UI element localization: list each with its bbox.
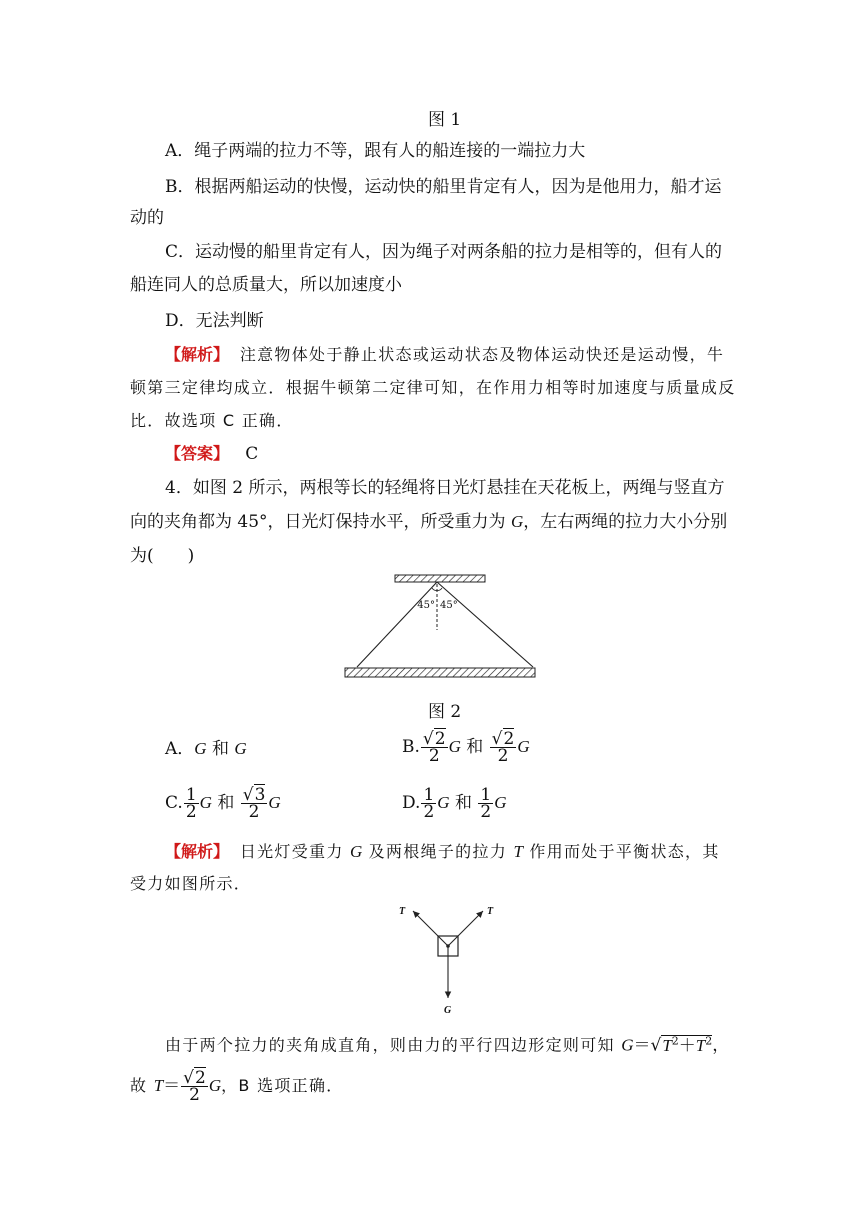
q4-stem-line-2 (130, 511, 727, 533)
var-g: G (621, 1035, 634, 1055)
force-arrow-right (448, 911, 483, 946)
q3-analysis-line-3 (130, 410, 294, 432)
q4-analysis-text-1b: 及两根绳子的拉力 (362, 842, 514, 861)
figure-1-caption: 图 1 (428, 110, 462, 130)
fraction: $\frac{√3}{2}$ (242, 785, 266, 822)
q3-analysis-text-1: 注意物体处于静止状态或运动状态及物体运动快还是运动慢，牛 (239, 345, 725, 364)
q4-option-b (402, 731, 530, 764)
numerator: 1 (480, 785, 492, 805)
q3-option-b: B．根据两船运动的快慢，运动快的船里肯定有人，因为是他用力，船才运 (165, 177, 722, 197)
q4-stem-text-2b: ，左右两绳的拉力大小分别 (523, 512, 728, 532)
q4-analysis-text-3a: 由于两个拉力的夹角成直角，则由力的平行四边形定则可知 (165, 1035, 622, 1055)
fraction: $\frac{√2}{2}$ (422, 729, 446, 766)
force-label-g: G (444, 1005, 452, 1016)
and-word: 和 (217, 793, 235, 813)
answer-tag: 【答案】 (165, 444, 230, 463)
q4-option-c (165, 787, 281, 820)
q3-option-c-cont: 船连同人的总质量大，所以加速度小 (130, 275, 402, 295)
option-letter-c: C. (165, 793, 183, 813)
fraction: $\frac{√2}{2}$ (183, 1068, 206, 1105)
radicand: 3 (254, 785, 266, 805)
denominator: 2 (490, 747, 517, 764)
option-letter-d: D. (402, 793, 421, 813)
q3-analysis-line-2 (130, 377, 736, 399)
q3-analysis-text-2: 顿第三定律均成立．根据牛顿第二定律可知，在作用力相等时加速度与质量成反 (130, 378, 736, 397)
option-letter-a: A． (165, 739, 195, 759)
q3-analysis-text-3: 比．故选项 C 正确． (130, 411, 294, 430)
denominator: 2 (241, 803, 268, 820)
q4-option-a (165, 738, 247, 760)
radicand: 2 (434, 729, 446, 749)
q4-analysis-line-3: 由于两个拉力的夹角成直角，则由力的平行四边形定则可知 $G=√T^2+T^2$， (165, 1034, 730, 1056)
fraction: $\frac{√2}{2}$ (491, 729, 515, 766)
force-arrow-left (413, 911, 448, 946)
radicand: 2 (195, 1068, 206, 1088)
var-g: G (437, 793, 450, 812)
q4-analysis-text-4a: 故 (130, 1076, 154, 1095)
q4-analysis-text-4b: ，B 选项正确． (221, 1076, 344, 1095)
exponent: 2 (705, 1034, 713, 1047)
angle-label-right: 45° (440, 600, 458, 611)
var-g: G (194, 739, 207, 758)
var-g: G (510, 512, 524, 531)
q3-answer: C (245, 444, 259, 464)
q3-option-d: D．无法判断 (165, 311, 264, 331)
q4-analysis-text-1a: 日光灯受重力 (239, 842, 351, 861)
lamp-tube (345, 668, 535, 677)
exponent: 2 (671, 1034, 679, 1047)
var-t: T (513, 842, 523, 861)
plus-sign: ＋ (678, 1035, 696, 1056)
var-g: G (208, 1076, 222, 1095)
fraction (184, 787, 199, 820)
var-g: G (199, 793, 212, 812)
equals-sign: ＝ (633, 1035, 651, 1056)
var-t: T (662, 1035, 672, 1055)
figure-2-lamp-diagram (340, 570, 540, 685)
force-label-t-left: T (399, 906, 406, 917)
q4-analysis-line-2 (130, 873, 251, 895)
q4-analysis-line-4 (130, 1070, 344, 1103)
figure-2-caption: 图 2 (428, 702, 462, 722)
denominator: 2 (181, 1086, 208, 1103)
denominator: 2 (423, 802, 435, 822)
var-g: G (448, 737, 461, 756)
q3-option-c: C．运动慢的船里肯定有人，因为绳子对两条船的拉力是相等的，但有人的 (165, 242, 723, 262)
var-t: T (153, 1076, 164, 1095)
option-letter-b: B. (402, 737, 420, 757)
force-diagram (395, 898, 505, 1018)
force-label-t-right: T (487, 906, 494, 917)
var-g: G (494, 793, 507, 812)
and-word: 和 (466, 737, 484, 757)
rope-left (357, 582, 437, 667)
q3-option-b-cont: 动的 (130, 208, 164, 228)
analysis-tag: 【解析】 (165, 345, 230, 364)
q4-analysis-text-1c: 作用而处于平衡状态，其 (522, 842, 720, 861)
q3-answer-line (165, 443, 258, 465)
fraction (478, 787, 493, 820)
q4-option-d (402, 787, 506, 820)
analysis-tag: 【解析】 (165, 842, 230, 861)
q4-analysis-text-2: 受力如图所示． (130, 874, 252, 893)
numerator: 1 (423, 785, 435, 805)
q4-analysis-line-1 (165, 841, 720, 863)
var-t: T (695, 1035, 706, 1055)
q3-analysis-line-1 (165, 344, 724, 366)
var-g: G (268, 793, 281, 812)
denominator: 2 (480, 802, 492, 822)
q4-stem-line-1: 4．如图 2 所示，两根等长的轻绳将日光灯悬挂在天花板上，两绳与竖直方 (165, 478, 725, 498)
denominator: 2 (185, 802, 197, 822)
and-word: 和 (454, 793, 472, 813)
equals-sign: ＝ (163, 1076, 181, 1096)
var-g: G (234, 739, 247, 758)
and-word: 和 (211, 739, 229, 759)
numerator: 1 (185, 785, 197, 805)
var-g: G (517, 737, 530, 756)
radicand: 2 (503, 729, 515, 749)
comma: ， (712, 1035, 730, 1056)
radical-expression (661, 1035, 712, 1056)
denominator: 2 (421, 747, 448, 764)
var-g: G (350, 842, 363, 861)
fraction (421, 787, 436, 820)
q4-stem-text-2a: 向的夹角都为 45°，日光灯保持水平，所受重力为 (130, 512, 511, 532)
q3-option-a: A．绳子两端的拉力不等，跟有人的船连接的一端拉力大 (165, 141, 586, 161)
ceiling (395, 575, 485, 582)
angle-label-left: 45° (417, 600, 435, 611)
q4-stem-line-3: 为( ) (130, 546, 195, 566)
rope-right (437, 582, 533, 667)
